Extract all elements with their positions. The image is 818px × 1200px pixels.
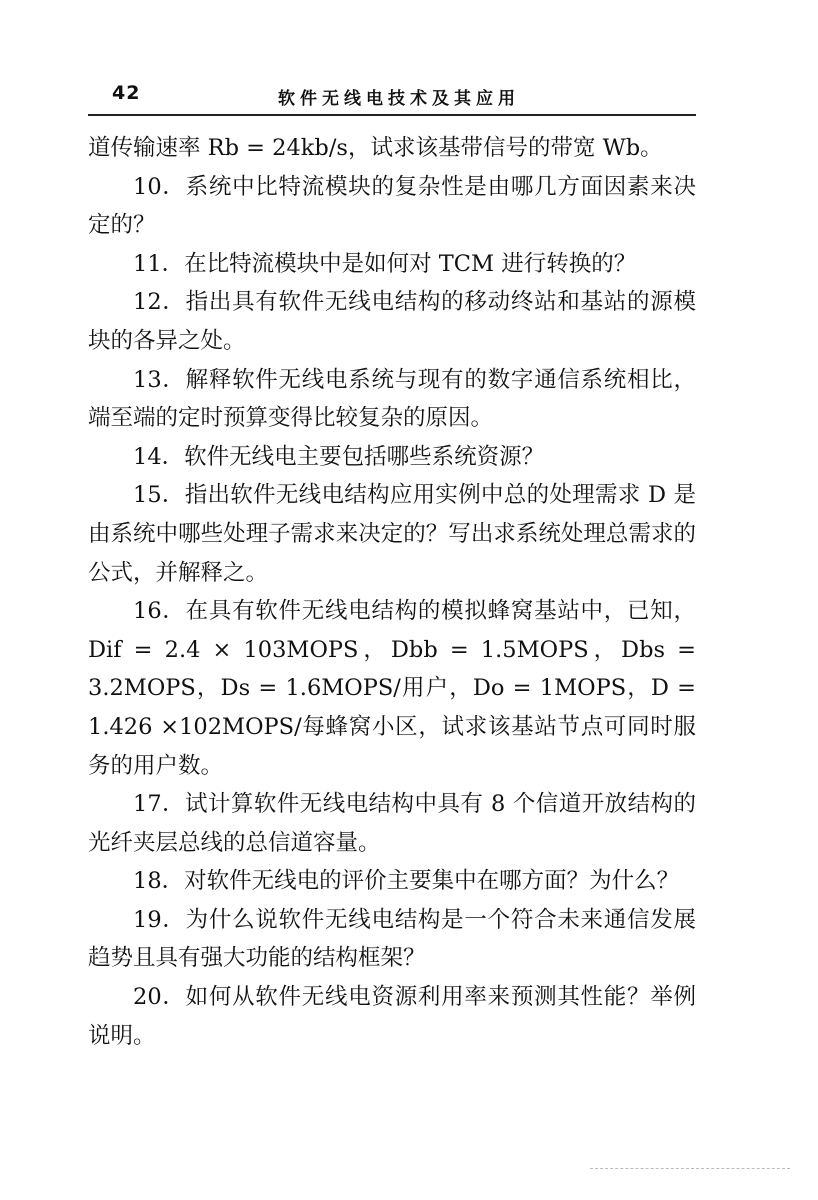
- page-body: [88, 129, 696, 1055]
- running-title: 软件无线电技术及其应用: [278, 89, 520, 109]
- question-19: 19．为什么说软件无线电结构是一个符合未来通信发展趋势且具有强大功能的结构框架？: [88, 906, 696, 972]
- question-15: 15．指出软件无线电结构应用实例中总的处理需求 D 是由系统中哪些处理子需求来决定的？写出求系统处理总需求的公式，并解释之。: [88, 482, 696, 586]
- page-number: 42: [112, 82, 141, 104]
- header-rule: [88, 114, 696, 116]
- question-11: 11．在比特流模块中是如何对 TCM 进行转换的？: [133, 250, 637, 277]
- question-16: 16．在具有软件无线电结构的模拟蜂窝基站中，已知，Dif = 2.4 × 103MOPS，Dbb = 1.5MOPS，Dbs = 3.2MOPS，Ds = 1.6MOPS/用户，Do = 1MOPS，D = 1.426 ×102MOPS/每蜂窝小区，试求该基站节点可同时服务的用户数。: [88, 598, 696, 779]
- question-10: 10．系统中比特流模块的复杂性是由哪几方面因素来决定的？: [88, 173, 696, 239]
- page-header: [88, 80, 696, 114]
- question-13: 13．解释软件无线电系统与现有的数字通信系统相比，端至端的定时预算变得比较复杂的原因。: [88, 366, 696, 432]
- question-14: 14．软件无线电主要包括哪些系统资源？: [133, 443, 545, 470]
- scan-artifact-marks: [590, 1168, 790, 1173]
- continuation-paragraph: 道传输速率 Rb = 24kb/s，试求该基带信号的带宽 Wb。: [88, 135, 663, 161]
- question-18: 18．对软件无线电的评价主要集中在哪方面？为什么？: [133, 868, 680, 895]
- question-12: 12．指出具有软件无线电结构的移动终站和基站的源模块的各异之处。: [88, 289, 696, 354]
- question-20: 20．如何从软件无线电资源利用率来预测其性能？举例说明。: [88, 984, 696, 1049]
- question-17: 17．试计算软件无线电结构中具有 8 个信道开放结构的光纤夹层总线的总信道容量。: [88, 791, 696, 856]
